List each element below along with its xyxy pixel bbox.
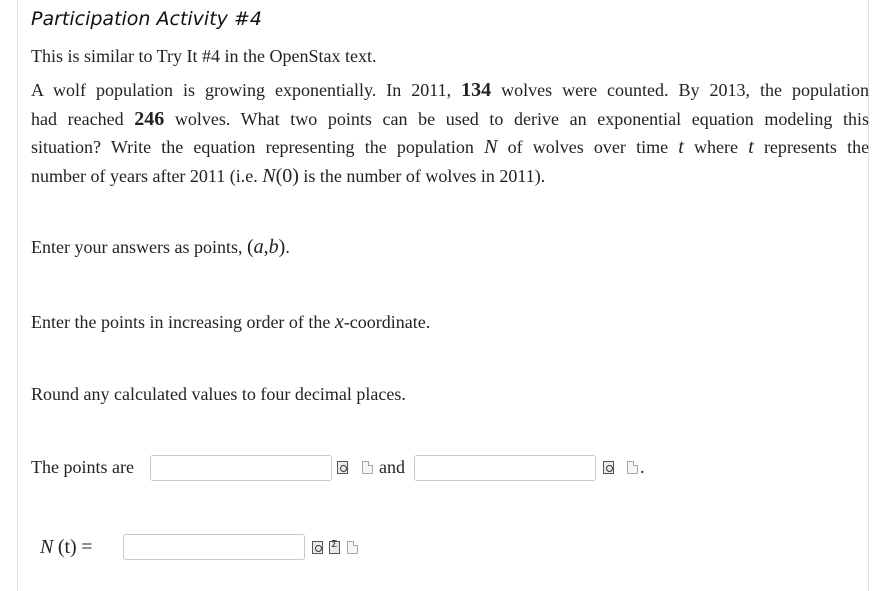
- problem-line-4: number of years after 2011 (i.e. N(0) is the number of wolves in 2011).: [31, 164, 546, 187]
- problem-line-1: A wolf population is growing exponentially. In 2011, 134 wolves were counted. By 2013, the population: [31, 79, 870, 101]
- page-title: Participation Activity #4: [31, 8, 262, 30]
- equation-input[interactable]: [123, 534, 305, 560]
- preview-icon[interactable]: [603, 461, 614, 474]
- points-end-period: .: [640, 457, 645, 477]
- order-instruction: Enter the points in increasing order of the x-coordinate.: [31, 311, 431, 333]
- rounding-instruction: Round any calculated values to four decimal places.: [31, 384, 406, 404]
- problem-line-2: had reached 246 wolves. What two points can be used to derive an exponential equation modeling this: [31, 107, 870, 130]
- points-instruction: Enter your answers as points, (a,b).: [31, 236, 290, 258]
- point-1-input[interactable]: [150, 455, 332, 481]
- sigma-icon[interactable]: [329, 541, 340, 554]
- file-icon[interactable]: [362, 461, 373, 474]
- points-label: The points are: [31, 457, 134, 477]
- preview-icon[interactable]: [337, 461, 348, 474]
- equation-label: N (t) =: [40, 536, 93, 558]
- preview-icon[interactable]: [312, 541, 323, 554]
- file-icon[interactable]: [627, 461, 638, 474]
- problem-text: [31, 76, 869, 190]
- problem-line-3: situation? Write the equation representing the population N of wolves over time t where t represents the: [31, 136, 870, 158]
- point-2-input[interactable]: [414, 455, 596, 481]
- file-icon[interactable]: [347, 541, 358, 554]
- and-connector: and: [379, 457, 405, 477]
- subtitle: This is similar to Try It #4 in the OpenStax text.: [31, 46, 377, 66]
